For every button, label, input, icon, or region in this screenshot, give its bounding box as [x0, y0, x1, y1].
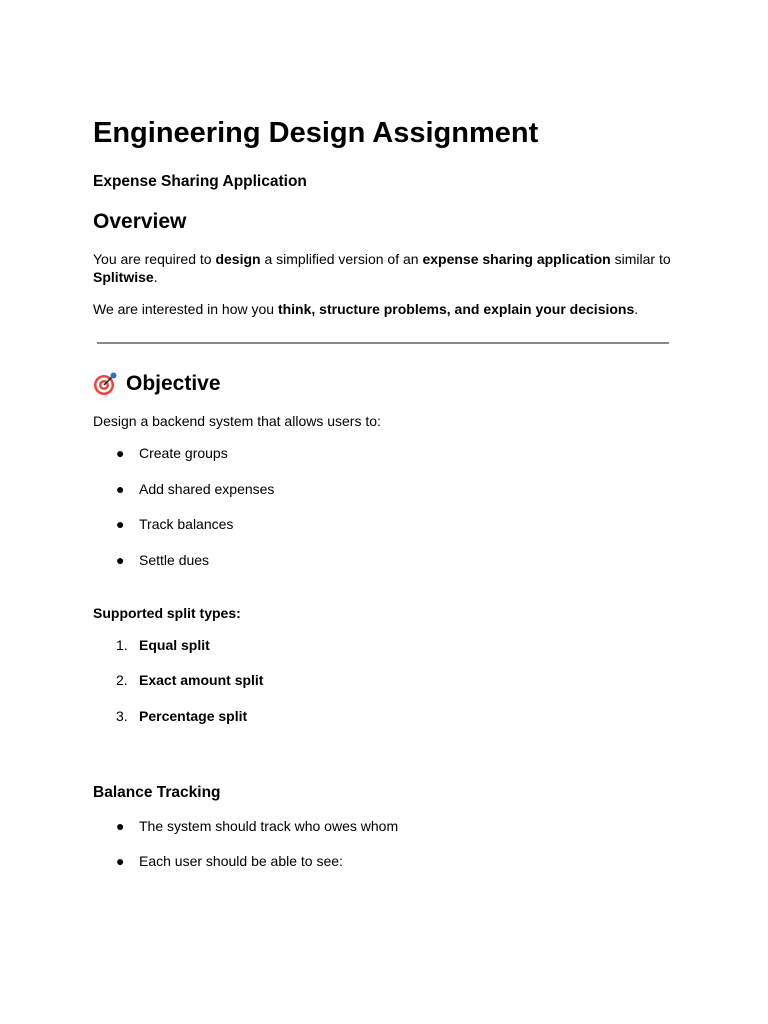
bullet-icon: ●: [116, 516, 125, 532]
text-run: .: [634, 301, 639, 317]
balance-tracking-heading: Balance Tracking: [93, 783, 221, 801]
bullet-icon: ●: [116, 853, 125, 869]
bullet-icon: ●: [116, 551, 125, 568]
bold-run: Splitwise: [93, 269, 154, 285]
list-item: [93, 817, 675, 835]
horizontal-divider: [97, 342, 669, 344]
text-run: You are required to: [93, 251, 216, 267]
list-item-label: Equal split: [139, 636, 210, 653]
split-types-list: [93, 636, 675, 725]
list-item: [93, 852, 675, 870]
bullet-icon: ●: [116, 817, 125, 834]
overview-heading: Overview: [93, 210, 187, 233]
list-item-label: The system should track who owes whom: [139, 817, 399, 834]
bold-run: expense sharing application: [422, 251, 611, 267]
objective-heading: [93, 370, 675, 398]
split-types-heading: Supported split types:: [93, 604, 241, 621]
list-item-label: Settle dues: [139, 551, 210, 568]
objective-list: [93, 444, 675, 569]
objective-intro: Design a backend system that allows users to:: [93, 413, 381, 429]
list-item-label: Create groups: [139, 445, 228, 461]
bold-run: think, structure problems, and explain your decisions: [277, 301, 635, 317]
document-title: Engineering Design Assignment: [93, 117, 539, 149]
text-run: We are interested in how you: [93, 301, 278, 317]
overview-paragraph-1: [93, 250, 675, 286]
list-item: [93, 444, 675, 462]
list-item: [93, 636, 675, 654]
bullet-icon: ●: [116, 480, 125, 497]
text-run: .: [153, 269, 158, 285]
bullet-icon: ●: [116, 445, 125, 461]
document-subtitle: Expense Sharing Application: [93, 173, 307, 190]
text-run: similar to: [610, 251, 671, 267]
list-item: [93, 551, 675, 569]
list-item: [93, 707, 675, 725]
list-number: 1.: [116, 636, 128, 653]
text-run: a simplified version of an: [260, 251, 423, 267]
overview-paragraph-2: [93, 300, 675, 318]
list-item: [93, 671, 675, 689]
list-item-label: Percentage split: [139, 707, 248, 724]
balance-tracking-list: [93, 817, 675, 871]
list-item: [93, 480, 675, 498]
list-number: 3.: [116, 707, 128, 724]
list-item-label: Each user should be able to see:: [139, 853, 343, 869]
target-icon: [93, 372, 117, 396]
list-item-label: Track balances: [139, 516, 234, 532]
bold-run: design: [215, 251, 261, 267]
list-item-label: Add shared expenses: [139, 480, 275, 497]
list-item-label: Exact amount split: [139, 672, 264, 688]
objective-heading-label: Objective: [126, 372, 221, 395]
list-item: [93, 515, 675, 533]
list-number: 2.: [116, 672, 128, 688]
